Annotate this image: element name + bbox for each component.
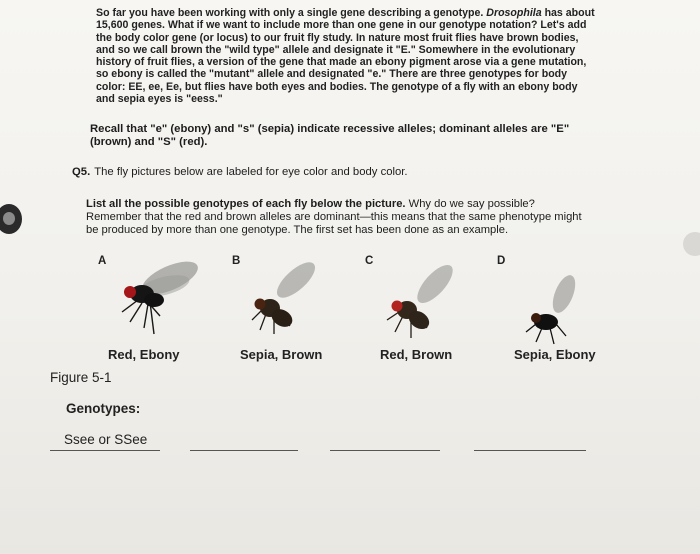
- fly-letter-c: C: [365, 255, 374, 267]
- question-number: Q5.: [72, 166, 91, 178]
- answer-line-a: [50, 450, 160, 451]
- fly-d-image: [520, 272, 590, 348]
- fly-a-caption: Red, Ebony: [108, 347, 180, 362]
- answer-line-d[interactable]: [474, 450, 586, 451]
- fly-d-caption: Sepia, Ebony: [514, 347, 596, 362]
- binder-tab-icon: [0, 204, 22, 234]
- page-edge-shadow: [683, 232, 700, 256]
- fly-a-image: [108, 256, 204, 344]
- fly-letter-b: B: [232, 255, 241, 267]
- intro-organism: Drosophila: [486, 7, 542, 19]
- intro-paragraph: [96, 7, 596, 105]
- recall-note: Recall that "e" (ebony) and "s" (sepia) indicate recessive alleles; dominant alleles are "E" (brown) and "S" (red).: [90, 123, 570, 148]
- fly-a-genotype-answer: Ssee or SSee: [64, 432, 148, 447]
- genotypes-heading: Genotypes:: [66, 401, 141, 416]
- figure-label: Figure 5-1: [50, 370, 112, 385]
- instructions-bold: List all the possible genotypes of each fly below the picture.: [86, 198, 406, 210]
- answer-line-b[interactable]: [190, 450, 298, 451]
- question-5: [72, 166, 632, 178]
- question-text: The fly pictures below are labeled for eye color and body color.: [94, 166, 408, 178]
- fly-b-image: [244, 260, 328, 342]
- instructions: [86, 198, 586, 237]
- fly-letter-a: A: [98, 255, 107, 267]
- intro-text-rest: has about 15,600 genes. What if we want to include more than one gene in our genotype notation? Let's add the body color gene (or locus) to our fruit fly study. In nature most fruit flies have brown bodies, and so we call brown the "wild type" allele and designate it "E." Somewhere in the evolutionary history of fruit flies, a version of the gene that made an ebony pigment arose via a gene mutation, so ebony is called the "mutant" allele and designated "e." There are three genotypes for body color: EE, ee, Ee, but flies have both eyes and bodies. The genotype of a fly with an ebony body and sepia eyes is "eess.": [96, 7, 595, 106]
- fly-b-caption: Sepia, Brown: [240, 347, 323, 362]
- answer-line-c[interactable]: [330, 450, 440, 451]
- instructions-rest: Why do we say possible? Remember that the red and brown alleles are dominant—this means that the same phenotype might be produced by more than one genotype. The first set has been done as an example.: [86, 198, 582, 236]
- fly-letter-d: D: [497, 255, 506, 267]
- intro-text-start: So far you have been working with only a single gene describing a genotype.: [96, 7, 487, 19]
- fly-c-caption: Red, Brown: [380, 347, 453, 362]
- fly-c-image: [383, 262, 467, 344]
